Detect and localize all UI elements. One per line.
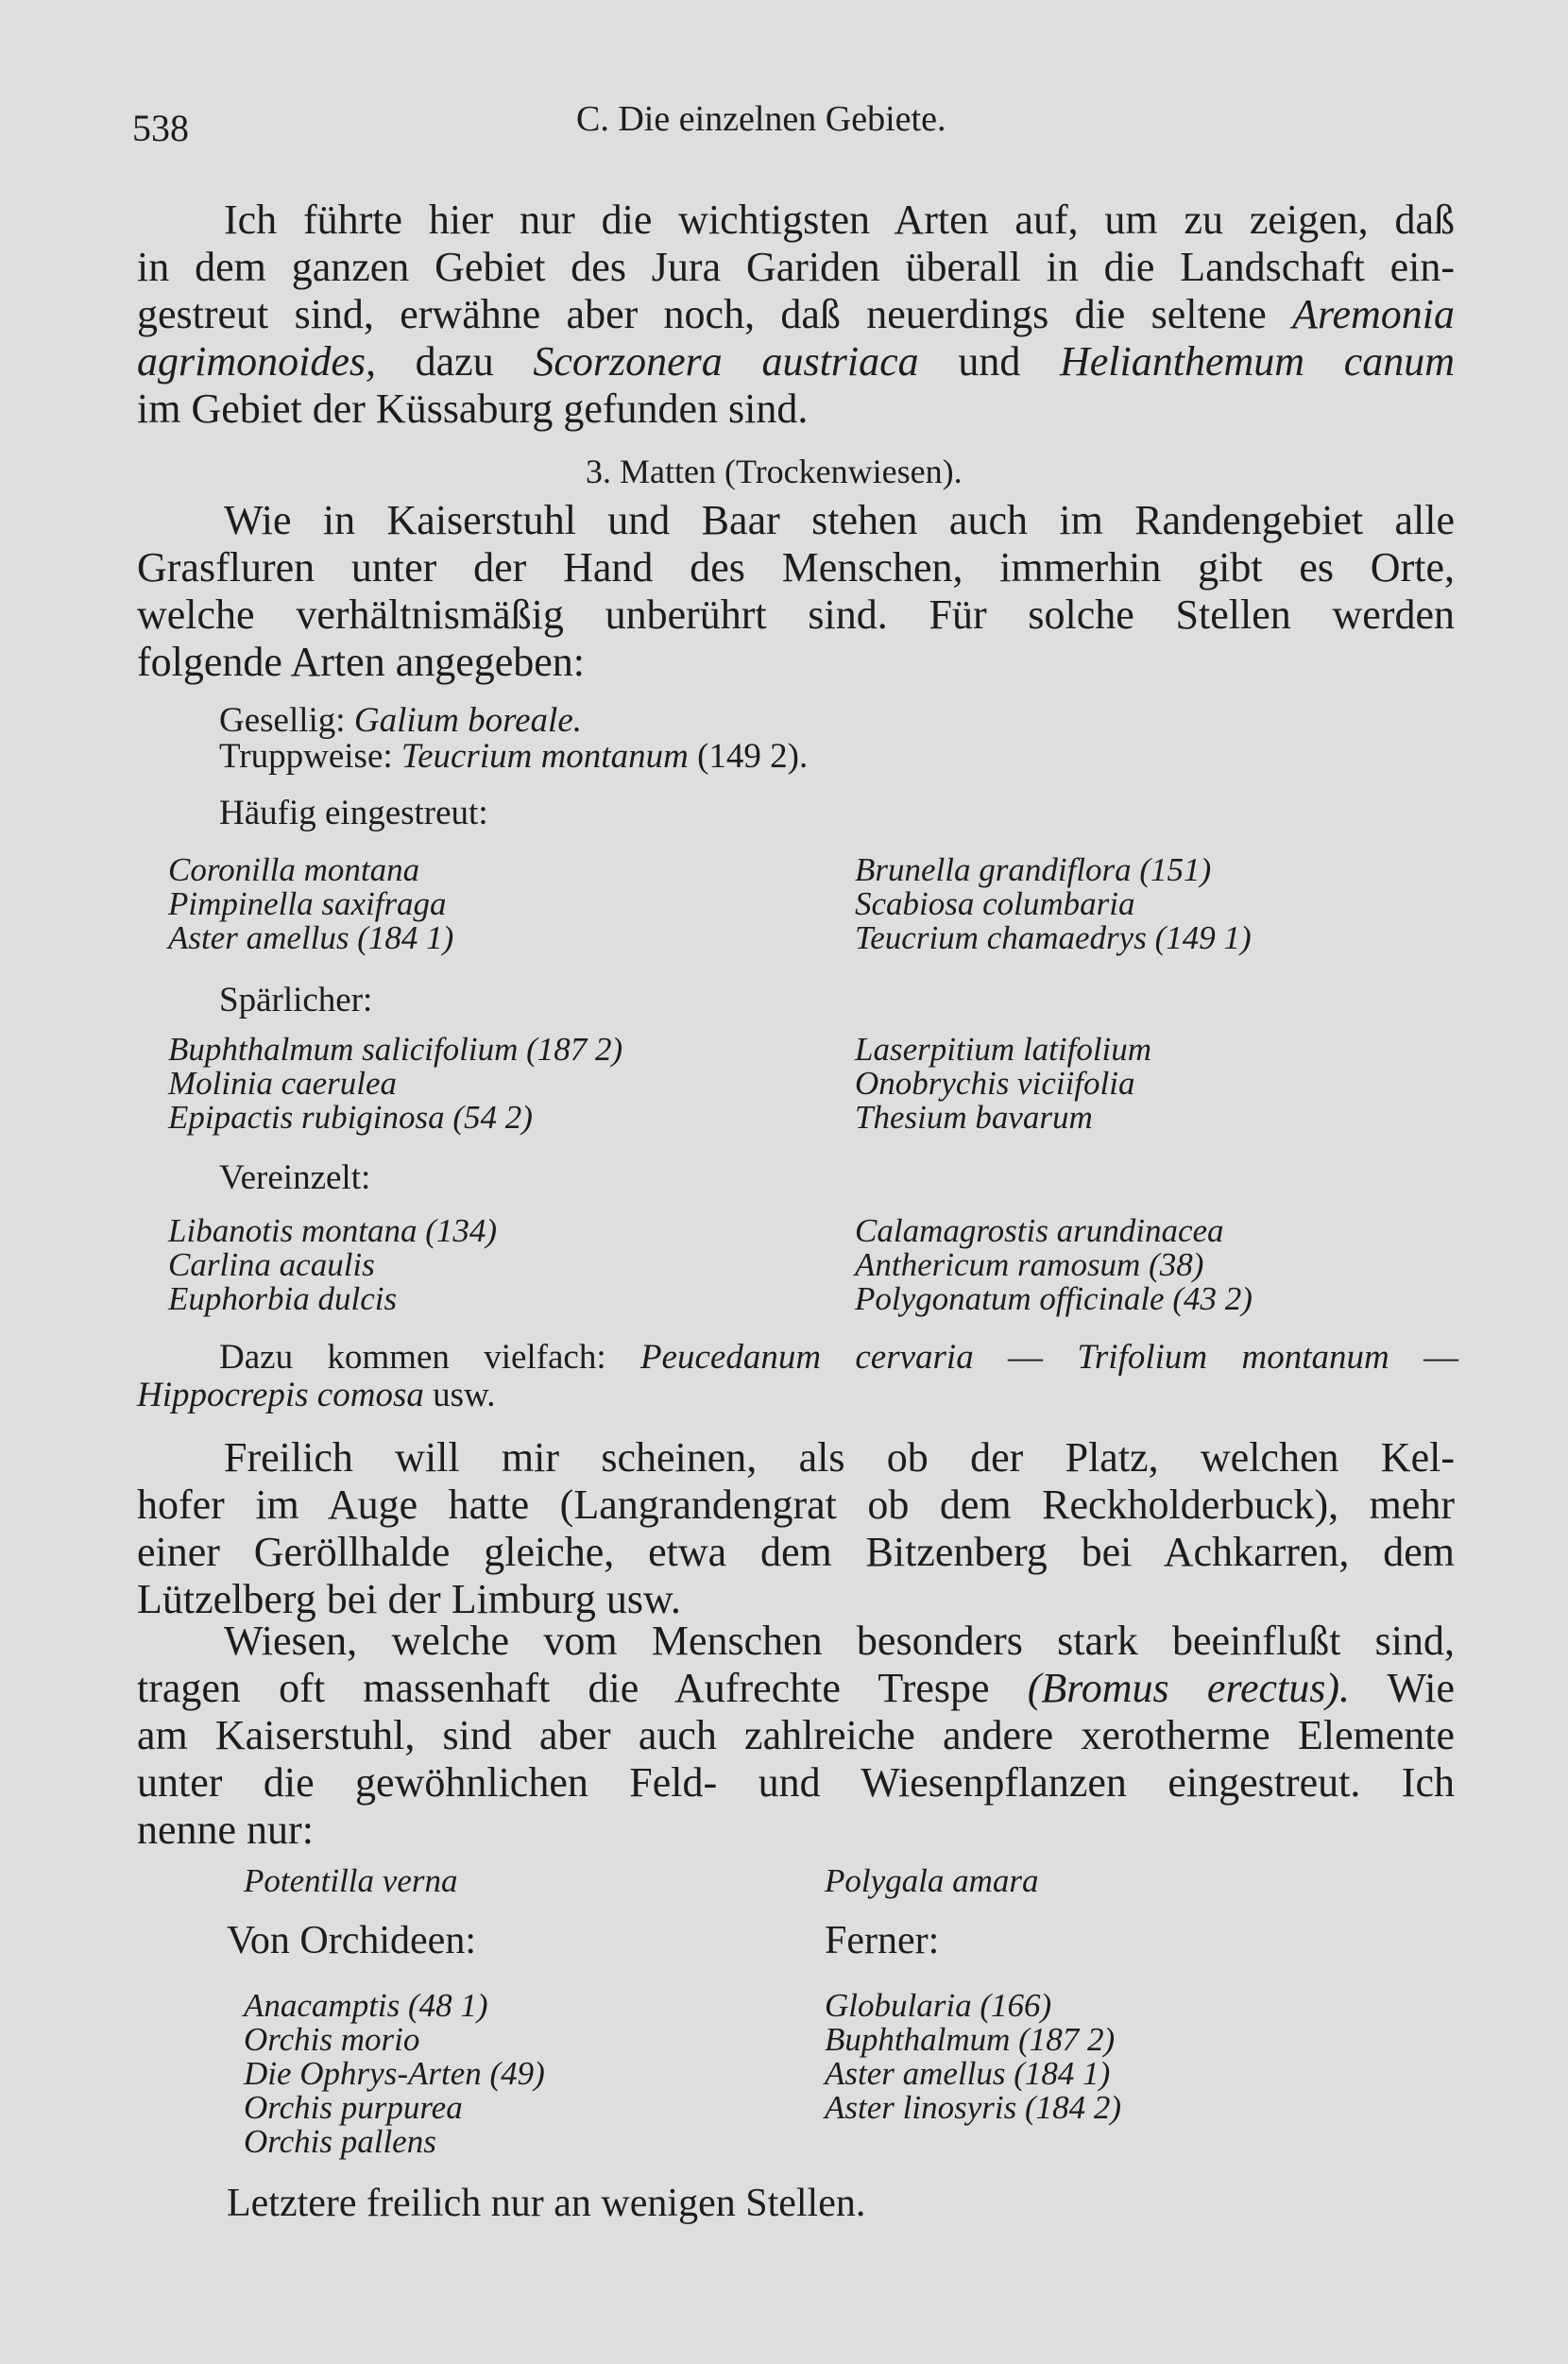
vereinzelt-label: Vereinzelt: [219, 1158, 371, 1197]
dazu-line: Dazu kommen vielfach: Peucedanum cervaria — Trifolium montanum — [219, 1338, 1459, 1377]
text-line: am Kaiserstuhl, sind aber auch zahlreiche andere xerotherme Elemente [137, 1712, 1455, 1758]
vereinzelt-left-column [168, 1214, 497, 1316]
spaerlicher-left-column [168, 1033, 622, 1135]
ferner-column [825, 1989, 1121, 2125]
text-line: einer Geröllhalde gleiche, etwa dem Bitzenberg bei Achkarren, dem [137, 1529, 1455, 1575]
list-item: Globularia (166) [825, 1987, 1052, 2024]
freilich-paragraph [137, 1434, 1455, 1623]
vereinzelt-right-column [855, 1214, 1253, 1316]
list-item: Teucrium chamaedrys (149 1) [855, 919, 1252, 956]
list-item: Die Ophrys-Arten (49) [244, 2055, 545, 2092]
list-item: Orchis pallens [244, 2123, 436, 2160]
list-item: Pimpinella saxifraga [168, 885, 447, 922]
text-line: unter die gewöhnlichen Feld- und Wiesenpflanzen eingestreut. Ich [137, 1759, 1455, 1806]
species-name: Aremonia [1292, 291, 1455, 337]
list-item: Anacamptis (48 1) [244, 1987, 488, 2024]
text-line: welche verhältnismäßig unberührt sind. Für solche Stellen werden [137, 591, 1455, 638]
haeufig-right-column [855, 853, 1252, 955]
species-name: Scorzonera austriaca [533, 338, 919, 385]
text-line: agrimonoides, dazu Scorzonera austriaca und Helianthemum canum [137, 338, 1456, 385]
dazu-line-2: Hippocrepis comosa usw. [137, 1376, 496, 1414]
list-item: Euphorbia dulcis [168, 1280, 398, 1317]
species-name: Helianthemum canum [1060, 338, 1456, 385]
list-item: Libanotis montana (134) [168, 1212, 498, 1249]
truppweise-line: Truppweise: Teucrium montanum (149 2). [219, 737, 809, 776]
spaerlicher-right-column [855, 1033, 1151, 1135]
text-line: im Gebiet der Küssaburg gefunden sind. [137, 385, 809, 432]
list-item: Aster amellus (184 1) [825, 2055, 1111, 2092]
orchids-column [244, 1989, 545, 2159]
text-line: Wiesen, welche vom Menschen besonders stark beeinflußt sind, [224, 1618, 1455, 1664]
intro-paragraph [137, 197, 1455, 433]
text-line: in dem ganzen Gebiet des Jura Gariden überall in die Landschaft ein- [137, 244, 1455, 290]
text-line: Ich führte hier nur die wichtigsten Arten auf, um zu zeigen, daß [224, 197, 1455, 243]
page-number: 538 [132, 107, 189, 149]
list-item: Calamagrostis arundinacea [855, 1212, 1224, 1249]
text-line: nenne nur: [137, 1807, 314, 1853]
list-item: Scabiosa columbaria [855, 885, 1135, 922]
ferner-label: Ferner: [825, 1919, 940, 1962]
text-line: Lützelberg bei der Limburg usw. [137, 1576, 681, 1622]
list-item: Epipactis rubiginosa (54 2) [168, 1099, 533, 1136]
list-item: Aster linosyris (184 2) [825, 2089, 1122, 2126]
list-item: Orchis morio [244, 2021, 420, 2058]
list-item: Laserpitium latifolium [855, 1031, 1152, 1068]
orchideen-label: Von Orchideen: [227, 1919, 476, 1962]
haeufig-left-column [168, 853, 453, 955]
text-line: folgende Arten angegeben: [137, 639, 586, 685]
list-item: Brunella grandiflora (151) [855, 851, 1212, 888]
list-item: Polygonatum officinale (43 2) [855, 1280, 1253, 1317]
section-heading: 3. Matten (Trockenwiesen). [586, 453, 963, 490]
text-line: tragen oft massenhaft die Aufrechte Trespe (Bromus erectus). Wie [137, 1665, 1455, 1711]
potentilla-item: Potentilla verna [244, 1862, 458, 1899]
wiesen-paragraph [137, 1618, 1455, 1854]
closing-line: Letztere freilich nur an wenigen Stellen. [227, 2182, 866, 2225]
list-item: Carlina acaulis [168, 1246, 375, 1283]
list-item: Coronilla montana [168, 851, 420, 888]
polygala-item: Polygala amara [825, 1862, 1039, 1899]
text-line: Freilich will mir scheinen, als ob der Platz, welchen Kel- [224, 1434, 1455, 1481]
species-name: agrimonoides, [137, 338, 376, 385]
list-item: Onobrychis viciifolia [855, 1065, 1135, 1102]
running-title: C. Die einzelnen Gebiete. [576, 99, 946, 139]
gesellig-line: Gesellig: Galium boreale. [219, 701, 582, 740]
text-line: hofer im Auge hatte (Langrandengrat ob dem Reckholderbuck), mehr [137, 1482, 1455, 1528]
list-item: Buphthalmum (187 2) [825, 2021, 1116, 2058]
list-item: Thesium bavarum [855, 1099, 1093, 1136]
list-item: Anthericum ramosum (38) [855, 1246, 1204, 1283]
spaerlicher-label: Spärlicher: [219, 981, 373, 1019]
text-line: Wie in Kaiserstuhl und Baar stehen auch im Randengebiet alle [224, 497, 1455, 543]
list-item: Orchis purpurea [244, 2089, 463, 2126]
text-line: Grasfluren unter der Hand des Menschen, immerhin gibt es Orte, [137, 544, 1455, 591]
matten-paragraph [137, 497, 1455, 686]
list-item: Molinia caerulea [168, 1065, 398, 1102]
haeufig-label: Häufig eingestreut: [219, 794, 488, 832]
list-item: Buphthalmum salicifolium (187 2) [168, 1031, 623, 1068]
list-item: Aster amellus (184 1) [168, 919, 454, 956]
text-line: gestreut sind, erwähne aber noch, daß neuerdings die seltene Aremonia [137, 291, 1455, 337]
